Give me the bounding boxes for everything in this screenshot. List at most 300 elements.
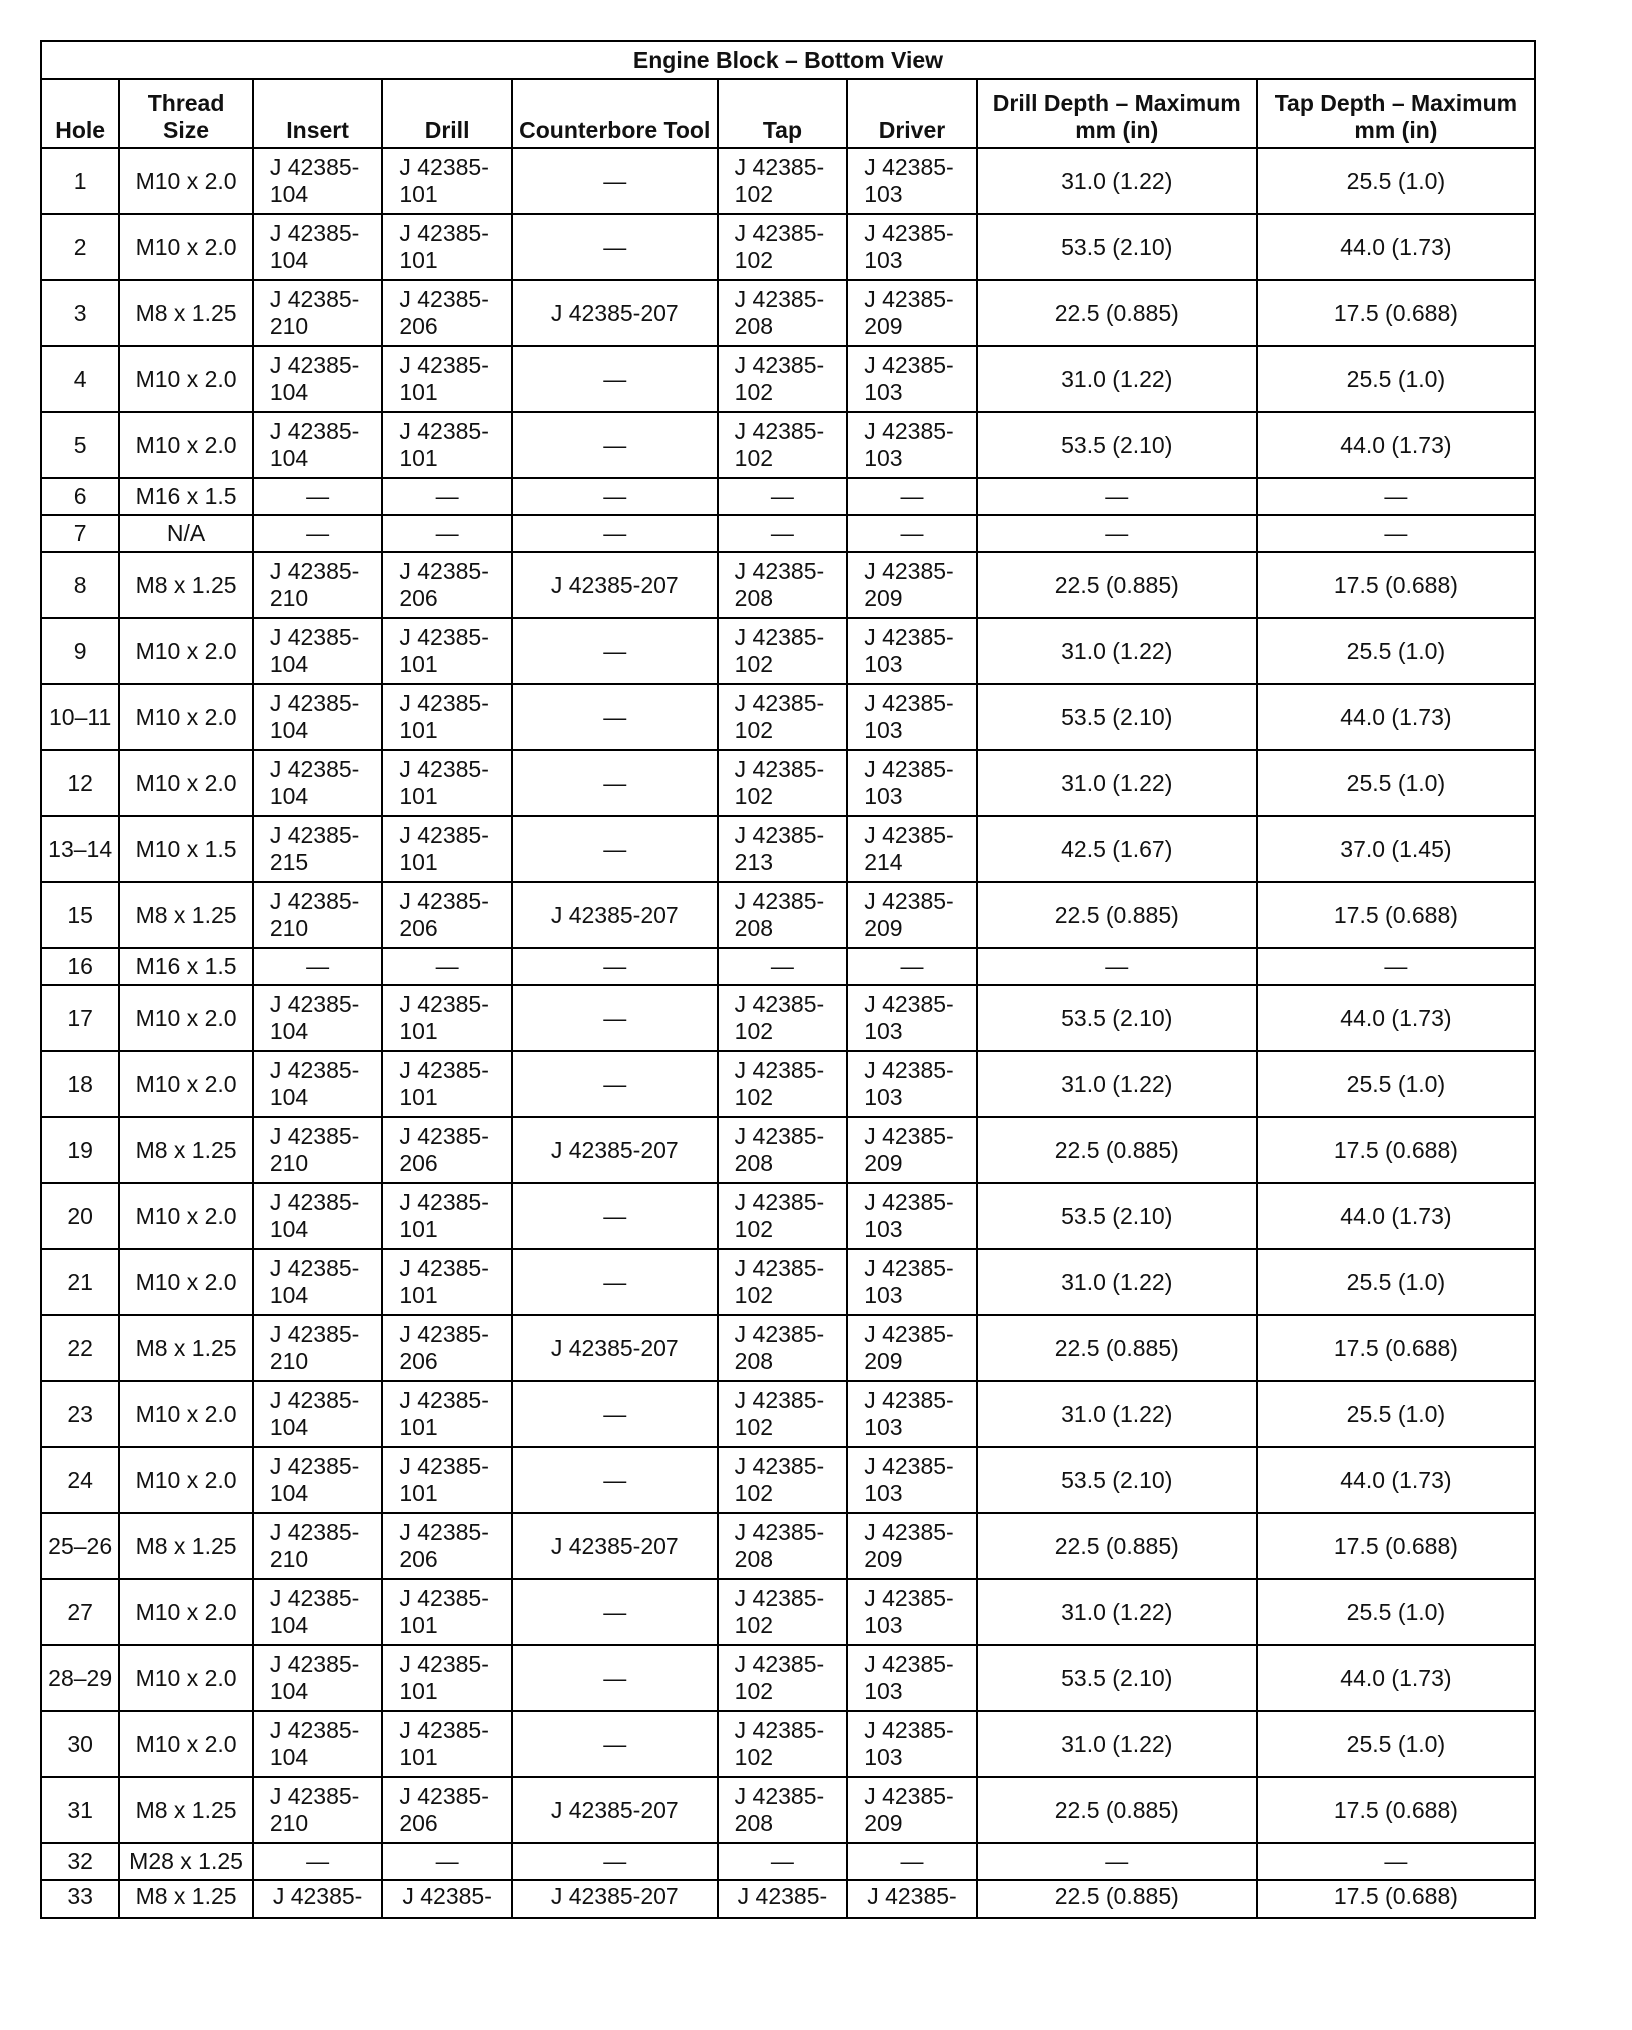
col-header-insert: Insert	[253, 79, 383, 148]
insert-cell-line: 210	[269, 585, 309, 611]
tap-depth-cell: 17.5 (0.688)	[1257, 280, 1535, 346]
table-row	[41, 1315, 1535, 1381]
drill-cell-line: J 42385-	[399, 1057, 489, 1083]
driver-cell-line: 209	[864, 585, 903, 611]
driver-cell	[847, 1711, 977, 1777]
drill-cell	[382, 1645, 512, 1711]
drill-cell	[382, 985, 512, 1051]
table-row	[41, 412, 1535, 478]
table-row	[41, 684, 1535, 750]
counterbore-tool-cell: J 42385-207	[512, 882, 718, 948]
insert-cell	[253, 1249, 383, 1315]
header-row	[41, 79, 1535, 148]
driver-cell-line: J 42385-	[864, 1189, 954, 1215]
thread-size-cell: M8 x 1.25	[119, 280, 253, 346]
counterbore-tool-cell: —	[512, 618, 718, 684]
drill-cell-line: J 42385-	[399, 1453, 489, 1479]
insert-cell-line: 215	[269, 849, 309, 875]
hole-cell: 3	[41, 280, 119, 346]
drill-cell	[382, 816, 512, 882]
thread-size-cell: M28 x 1.25	[119, 1843, 253, 1880]
insert-cell	[253, 750, 383, 816]
driver-cell-line: 103	[864, 1282, 903, 1308]
driver-cell-line: J 42385-	[864, 352, 954, 378]
counterbore-tool-cell: J 42385-207	[512, 1513, 718, 1579]
insert-cell	[253, 882, 383, 948]
insert-cell-line: 104	[269, 1018, 309, 1044]
col-header-drill: Drill	[382, 79, 512, 148]
driver-cell-line: J 42385-	[864, 220, 954, 246]
drill-depth-cell: 53.5 (2.10)	[977, 412, 1257, 478]
tap-cell-line: 102	[734, 1084, 774, 1110]
insert-cell-line: 104	[269, 1744, 309, 1770]
insert-cell-line: —	[306, 520, 330, 546]
driver-cell	[847, 552, 977, 618]
tap-cell-line: J 42385-	[737, 1883, 828, 1909]
driver-cell-line: 103	[864, 181, 903, 207]
tap-depth-cell: 25.5 (1.0)	[1257, 1249, 1535, 1315]
hole-cell: 32	[41, 1843, 119, 1880]
table-row	[41, 1117, 1535, 1183]
counterbore-tool-cell: —	[512, 816, 718, 882]
tap-depth-cell: 25.5 (1.0)	[1257, 1579, 1535, 1645]
counterbore-tool-cell: J 42385-207	[512, 1880, 718, 1918]
tap-cell-line: J 42385-	[734, 1585, 825, 1611]
engine-block-table	[40, 40, 1536, 1919]
drill-depth-cell: 31.0 (1.22)	[977, 1711, 1257, 1777]
hole-cell: 31	[41, 1777, 119, 1843]
drill-depth-cell: 22.5 (0.885)	[977, 280, 1257, 346]
table-row	[41, 1051, 1535, 1117]
drill-cell-line: 206	[399, 915, 438, 941]
tap-cell-line: J 42385-	[734, 1651, 825, 1677]
insert-cell	[253, 1711, 383, 1777]
tap-cell	[718, 684, 848, 750]
drill-cell-line: J 42385-	[399, 1321, 489, 1347]
counterbore-tool-cell: —	[512, 1183, 718, 1249]
table-row	[41, 1249, 1535, 1315]
insert-cell	[253, 1645, 383, 1711]
drill-cell-line: 206	[399, 1348, 438, 1374]
insert-cell-line: J 42385-	[269, 1189, 360, 1215]
tap-cell	[718, 948, 848, 985]
drill-depth-cell: 53.5 (2.10)	[977, 214, 1257, 280]
drill-cell-line: J 42385-	[399, 558, 489, 584]
drill-cell-line: J 42385-	[399, 1717, 489, 1743]
insert-cell-line: J 42385-	[269, 286, 360, 312]
drill-cell	[382, 214, 512, 280]
table-row	[41, 515, 1535, 552]
insert-cell-line: 104	[269, 1678, 309, 1704]
drill-cell	[382, 750, 512, 816]
drill-cell	[382, 1447, 512, 1513]
drill-cell-line: 101	[399, 783, 438, 809]
drill-cell-line: 101	[399, 1216, 438, 1242]
drill-depth-cell: —	[977, 948, 1257, 985]
tap-cell-line: J 42385-	[734, 220, 825, 246]
tap-cell	[718, 1183, 848, 1249]
driver-cell-line: J 42385-	[864, 1519, 954, 1545]
hole-cell: 6	[41, 478, 119, 515]
insert-cell-line: 104	[269, 651, 309, 677]
drill-cell-line: 206	[399, 585, 438, 611]
driver-cell-line: J 42385-	[864, 991, 954, 1017]
thread-size-cell: M10 x 2.0	[119, 684, 253, 750]
driver-cell-line: J 42385-	[864, 1057, 954, 1083]
counterbore-tool-cell: J 42385-207	[512, 280, 718, 346]
driver-cell	[847, 1315, 977, 1381]
insert-cell	[253, 552, 383, 618]
tap-cell-line: 102	[734, 1480, 774, 1506]
hole-cell: 5	[41, 412, 119, 478]
insert-cell-line: J 42385-	[269, 220, 360, 246]
drill-cell-line: J 42385-	[399, 991, 489, 1017]
table-row	[41, 1843, 1535, 1880]
insert-cell	[253, 346, 383, 412]
tap-cell	[718, 280, 848, 346]
thread-size-cell: M10 x 2.0	[119, 412, 253, 478]
hole-cell: 24	[41, 1447, 119, 1513]
tap-depth-cell: 17.5 (0.688)	[1257, 1777, 1535, 1843]
driver-cell-line: 103	[864, 1480, 903, 1506]
drill-depth-cell: 53.5 (2.10)	[977, 1447, 1257, 1513]
insert-cell	[253, 214, 383, 280]
table-row	[41, 214, 1535, 280]
table-row	[41, 1579, 1535, 1645]
tap-cell-line: —	[770, 953, 794, 979]
drill-cell-line: 206	[399, 313, 438, 339]
drill-cell-line: J 42385-	[399, 822, 489, 848]
driver-cell-line: 209	[864, 1546, 903, 1572]
driver-cell	[847, 882, 977, 948]
counterbore-tool-cell: —	[512, 1645, 718, 1711]
table-row	[41, 948, 1535, 985]
driver-cell	[847, 346, 977, 412]
driver-cell-line: —	[900, 953, 924, 979]
driver-cell	[847, 1183, 977, 1249]
driver-cell-line: J 42385-	[864, 1585, 954, 1611]
driver-cell	[847, 1579, 977, 1645]
driver-cell	[847, 214, 977, 280]
tap-cell-line: 208	[734, 585, 774, 611]
tap-cell-line: J 42385-	[734, 558, 825, 584]
insert-cell-line: 210	[269, 915, 309, 941]
driver-cell-line: J 42385-	[864, 756, 954, 782]
drill-cell-line: —	[435, 483, 459, 509]
counterbore-tool-cell: —	[512, 515, 718, 552]
tap-cell	[718, 1249, 848, 1315]
drill-cell-line: 206	[399, 1810, 438, 1836]
tap-cell-line: 102	[734, 445, 774, 471]
insert-cell-line: 210	[269, 1150, 309, 1176]
tap-cell	[718, 148, 848, 214]
hole-cell: 21	[41, 1249, 119, 1315]
driver-cell-line: —	[900, 520, 924, 546]
drill-cell-line: 101	[399, 1612, 438, 1638]
table-row	[41, 816, 1535, 882]
tap-cell	[718, 346, 848, 412]
table-row	[41, 1880, 1535, 1918]
driver-cell	[847, 1880, 977, 1918]
tap-cell-line: J 42385-	[734, 154, 825, 180]
counterbore-tool-cell: —	[512, 412, 718, 478]
drill-cell-line: 101	[399, 1282, 438, 1308]
drill-cell	[382, 1880, 512, 1918]
hole-cell: 7	[41, 515, 119, 552]
drill-cell-line: 101	[399, 1414, 438, 1440]
drill-cell-line: 101	[399, 1744, 438, 1770]
tap-cell-line: 208	[734, 915, 774, 941]
drill-cell	[382, 1579, 512, 1645]
col-header-thread-size: Thread Size	[119, 79, 253, 148]
tap-cell-line: J 42385-	[734, 756, 825, 782]
driver-cell-line: J 42385-	[864, 1651, 954, 1677]
insert-cell	[253, 1183, 383, 1249]
hole-cell: 18	[41, 1051, 119, 1117]
insert-cell-line: J 42385-	[269, 991, 360, 1017]
insert-cell-line: 210	[269, 1810, 309, 1836]
drill-depth-cell: 22.5 (0.885)	[977, 882, 1257, 948]
insert-cell	[253, 280, 383, 346]
drill-cell-line: J 42385-	[399, 1783, 489, 1809]
driver-cell-line: J 42385-	[864, 888, 954, 914]
tap-cell-line: J 42385-	[734, 1189, 825, 1215]
tap-depth-cell: 25.5 (1.0)	[1257, 1381, 1535, 1447]
driver-cell-line: J 42385-	[864, 624, 954, 650]
tap-depth-cell: 25.5 (1.0)	[1257, 618, 1535, 684]
insert-cell	[253, 1843, 383, 1880]
col-header-counterbore-tool: Counterbore Tool	[512, 79, 718, 148]
counterbore-tool-cell: —	[512, 1249, 718, 1315]
insert-cell-line: J 42385-	[269, 888, 360, 914]
drill-depth-cell: 53.5 (2.10)	[977, 684, 1257, 750]
drill-cell-line: —	[435, 520, 459, 546]
tap-cell-line: J 42385-	[734, 1255, 825, 1281]
tap-cell	[718, 1777, 848, 1843]
hole-cell: 8	[41, 552, 119, 618]
driver-cell	[847, 1117, 977, 1183]
drill-cell-line: J 42385-	[399, 1585, 489, 1611]
drill-cell-line: J 42385-	[399, 1255, 489, 1281]
counterbore-tool-cell: J 42385-207	[512, 1777, 718, 1843]
table-row	[41, 882, 1535, 948]
insert-cell-line: J 42385-	[269, 154, 360, 180]
insert-cell-line: 104	[269, 1414, 309, 1440]
insert-cell	[253, 1381, 383, 1447]
drill-depth-cell: 31.0 (1.22)	[977, 750, 1257, 816]
thread-size-cell: M10 x 2.0	[119, 1381, 253, 1447]
driver-cell	[847, 684, 977, 750]
drill-cell-line: 101	[399, 1480, 438, 1506]
counterbore-tool-cell: —	[512, 1381, 718, 1447]
driver-cell-line: 209	[864, 1348, 903, 1374]
driver-cell	[847, 1051, 977, 1117]
driver-cell-line: J 42385-	[864, 1453, 954, 1479]
insert-cell	[253, 1579, 383, 1645]
insert-cell	[253, 618, 383, 684]
table-row	[41, 1183, 1535, 1249]
table-row	[41, 985, 1535, 1051]
drill-depth-cell: 22.5 (0.885)	[977, 552, 1257, 618]
drill-depth-cell: 53.5 (2.10)	[977, 1645, 1257, 1711]
driver-cell-line: 103	[864, 445, 903, 471]
hole-cell: 17	[41, 985, 119, 1051]
tap-cell-line: 102	[734, 1018, 774, 1044]
driver-cell-line: J 42385-	[867, 1883, 957, 1909]
col-header-hole: Hole	[41, 79, 119, 148]
tap-cell-line: J 42385-	[734, 822, 825, 848]
thread-size-cell: M10 x 2.0	[119, 346, 253, 412]
tap-cell-line: 208	[734, 1810, 774, 1836]
tap-cell-line: J 42385-	[734, 1123, 825, 1149]
drill-cell	[382, 684, 512, 750]
tap-depth-cell: 17.5 (0.688)	[1257, 1117, 1535, 1183]
tap-cell-line: J 42385-	[734, 418, 825, 444]
drill-cell-line: 101	[399, 1084, 438, 1110]
hole-cell: 2	[41, 214, 119, 280]
tap-depth-cell: 25.5 (1.0)	[1257, 148, 1535, 214]
drill-depth-cell: 53.5 (2.10)	[977, 985, 1257, 1051]
insert-cell-line: 104	[269, 445, 309, 471]
tap-cell-line: J 42385-	[734, 1387, 825, 1413]
drill-cell	[382, 1183, 512, 1249]
drill-depth-cell: 31.0 (1.22)	[977, 1249, 1257, 1315]
driver-cell-line: 103	[864, 1678, 903, 1704]
tap-depth-cell: 17.5 (0.688)	[1257, 1315, 1535, 1381]
drill-cell	[382, 148, 512, 214]
thread-size-cell: M10 x 2.0	[119, 214, 253, 280]
hole-cell: 9	[41, 618, 119, 684]
drill-cell-line: J 42385-	[399, 220, 489, 246]
tap-cell	[718, 1447, 848, 1513]
drill-cell-line: 101	[399, 445, 438, 471]
driver-cell	[847, 1447, 977, 1513]
tap-depth-cell: 17.5 (0.688)	[1257, 1880, 1535, 1918]
thread-size-cell: M10 x 2.0	[119, 985, 253, 1051]
hole-cell: 13–14	[41, 816, 119, 882]
driver-cell	[847, 412, 977, 478]
driver-cell	[847, 280, 977, 346]
tap-cell-line: J 42385-	[734, 1057, 825, 1083]
table-row	[41, 552, 1535, 618]
insert-cell-line: 104	[269, 1084, 309, 1110]
driver-cell-line: J 42385-	[864, 1255, 954, 1281]
insert-cell	[253, 515, 383, 552]
tap-depth-cell: 44.0 (1.73)	[1257, 214, 1535, 280]
driver-cell	[847, 1843, 977, 1880]
insert-cell-line: J 42385-	[269, 558, 360, 584]
insert-cell-line: 210	[269, 313, 309, 339]
drill-depth-cell: 22.5 (0.885)	[977, 1315, 1257, 1381]
tap-cell-line: J 42385-	[734, 888, 825, 914]
insert-cell-line: J 42385-	[269, 1387, 360, 1413]
driver-cell-line: 209	[864, 1810, 903, 1836]
insert-cell	[253, 985, 383, 1051]
tap-cell	[718, 478, 848, 515]
drill-cell-line: J 42385-	[399, 418, 489, 444]
tap-cell-line: —	[770, 483, 794, 509]
hole-cell: 15	[41, 882, 119, 948]
drill-depth-cell: —	[977, 478, 1257, 515]
driver-cell-line: J 42385-	[864, 558, 954, 584]
drill-cell	[382, 1711, 512, 1777]
table-title: Engine Block – Bottom View	[41, 41, 1535, 79]
insert-cell-line: J 42385-	[269, 418, 360, 444]
thread-size-cell: M10 x 1.5	[119, 816, 253, 882]
tap-depth-cell: 44.0 (1.73)	[1257, 1645, 1535, 1711]
tap-cell	[718, 1711, 848, 1777]
tap-cell-line: 208	[734, 313, 774, 339]
table-row	[41, 1381, 1535, 1447]
tap-cell-line: 102	[734, 1216, 774, 1242]
thread-size-cell: M8 x 1.25	[119, 1117, 253, 1183]
thread-size-cell: M10 x 2.0	[119, 750, 253, 816]
hole-cell: 25–26	[41, 1513, 119, 1579]
tap-cell-line: J 42385-	[734, 1783, 825, 1809]
insert-cell-line: J 42385-	[269, 352, 360, 378]
driver-cell-line: —	[900, 1848, 924, 1874]
drill-cell-line: J 42385-	[399, 690, 489, 716]
tap-cell	[718, 1880, 848, 1918]
driver-cell	[847, 816, 977, 882]
hole-cell: 4	[41, 346, 119, 412]
tap-cell-line: J 42385-	[734, 991, 825, 1017]
insert-cell	[253, 816, 383, 882]
counterbore-tool-cell: —	[512, 750, 718, 816]
insert-cell-line: J 42385-	[269, 1783, 360, 1809]
driver-cell-line: 209	[864, 1150, 903, 1176]
drill-cell	[382, 478, 512, 515]
drill-depth-cell: 53.5 (2.10)	[977, 1183, 1257, 1249]
counterbore-tool-cell: —	[512, 346, 718, 412]
driver-cell-line: J 42385-	[864, 286, 954, 312]
drill-cell-line: 206	[399, 1546, 438, 1572]
insert-cell-line: —	[306, 953, 330, 979]
counterbore-tool-cell: J 42385-207	[512, 1315, 718, 1381]
drill-cell-line: J 42385-	[399, 1651, 489, 1677]
tap-cell	[718, 515, 848, 552]
drill-cell	[382, 346, 512, 412]
table-row	[41, 1777, 1535, 1843]
thread-size-cell: M10 x 2.0	[119, 1711, 253, 1777]
driver-cell-line: J 42385-	[864, 154, 954, 180]
tap-cell-line: 208	[734, 1546, 774, 1572]
hole-cell: 20	[41, 1183, 119, 1249]
drill-cell	[382, 515, 512, 552]
tap-cell	[718, 1117, 848, 1183]
driver-cell	[847, 1381, 977, 1447]
tap-cell	[718, 985, 848, 1051]
tap-depth-cell: —	[1257, 478, 1535, 515]
driver-cell	[847, 948, 977, 985]
driver-cell-line: J 42385-	[864, 1717, 954, 1743]
tap-depth-cell: 25.5 (1.0)	[1257, 750, 1535, 816]
insert-cell-line: J 42385-	[269, 1057, 360, 1083]
tap-cell	[718, 1051, 848, 1117]
thread-size-cell: M10 x 2.0	[119, 1645, 253, 1711]
driver-cell	[847, 1645, 977, 1711]
drill-depth-cell: —	[977, 1843, 1257, 1880]
thread-size-cell: M8 x 1.25	[119, 1315, 253, 1381]
drill-cell-line: 206	[399, 1150, 438, 1176]
hole-cell: 12	[41, 750, 119, 816]
driver-cell-line: 209	[864, 313, 903, 339]
tap-depth-cell: 44.0 (1.73)	[1257, 684, 1535, 750]
insert-cell	[253, 1880, 383, 1918]
drill-depth-cell: 42.5 (1.67)	[977, 816, 1257, 882]
driver-cell-line: J 42385-	[864, 1321, 954, 1347]
hole-cell: 33	[41, 1880, 119, 1918]
